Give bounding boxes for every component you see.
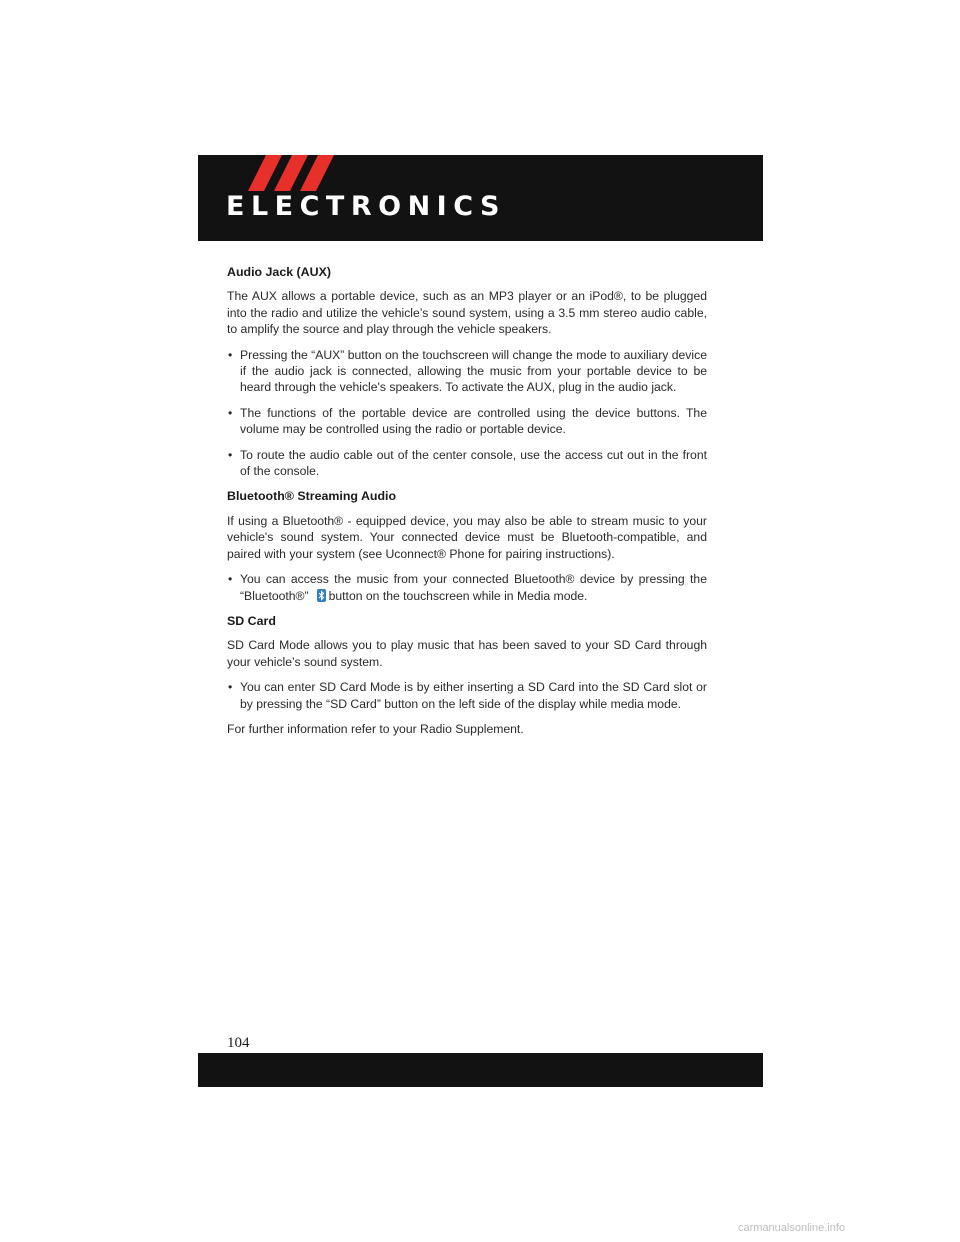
list-item: • The functions of the portable device are controlled using the device buttons. The volume may be controlled using the radio or portable device. [227,405,707,438]
paragraph-aux-intro: The AUX allows a portable device, such as an MP3 player or an iPod®, to be plugged into the radio and utilize the vehicle’s sound system, using a 3.5 mm stereo audio cable, to amplify the source and play through the vehicle speakers. [227,289,707,337]
bullet-text-after-icon: button on the touchscreen while in Media mode. [328,588,588,603]
heading-bluetooth: Bluetooth® Streaming Audio [227,489,397,504]
list-item: • To route the audio cable out of the center console, use the access cut out in the front of the console. [227,447,707,480]
heading-audio-jack: Audio Jack (AUX) [227,265,331,279]
footer-band [198,1053,763,1087]
page-number: 104 [227,1035,250,1051]
bullet-text-before-icon: You can access the music from your connected Bluetooth® device by pressing the “Bluetooth®” [240,572,707,603]
list-aux [227,347,707,480]
list-sd-card [227,679,707,712]
paragraph-closing: For further information refer to your Radio Supplement. [227,721,524,736]
paragraph-bluetooth-intro: If using a Bluetooth® - equipped device, you may also be able to stream music to your vehicle's sound system. Your connected device must be Bluetooth-compatible, and paired with your system (see Uconnect® Phone for pairing instructions). [227,513,707,561]
paragraph-sd-intro: SD Card Mode allows you to play music that has been saved to your SD Card through your vehicle’s sound system. [227,638,707,669]
list-bluetooth [227,571,707,604]
list-item: • Pressing the “AUX” button on the touchscreen will change the mode to auxiliary device if the audio jack is connected, allowing the music from your portable device to be heard through the vehicle's speakers. To activate the AUX, plug in the audio jack. [227,347,707,396]
page-content [227,264,707,746]
heading-sd-card: SD Card [227,613,276,628]
header-band [198,155,763,241]
red-stripes-logo [248,155,348,191]
bluetooth-icon [317,589,326,602]
list-item [227,571,707,604]
section-title: ELECTRONICS [226,191,506,222]
watermark: carmanualsonline.info [738,1222,846,1234]
list-item: • You can enter SD Card Mode is by either inserting a SD Card into the SD Card slot or by pressing the “SD Card” button on the left side of the display while media mode. [227,679,707,712]
